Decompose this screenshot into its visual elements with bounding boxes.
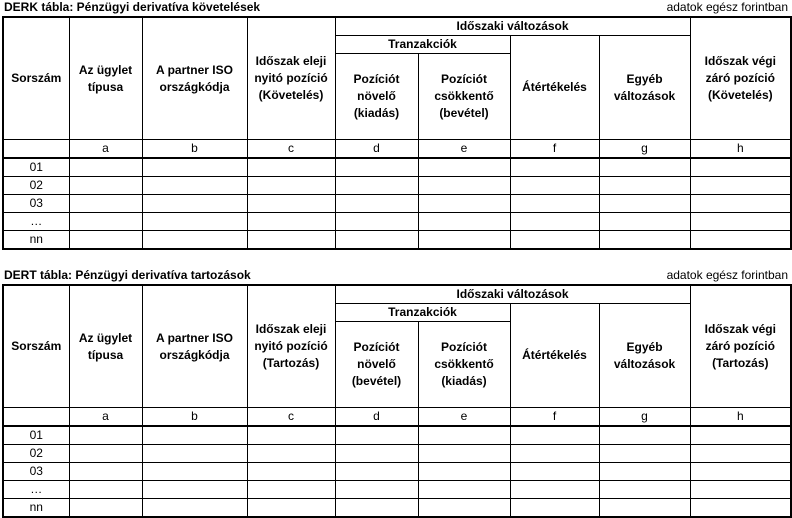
header-egyeb xyxy=(599,36,690,140)
column-letter: c xyxy=(247,140,335,159)
data-cell[interactable] xyxy=(418,195,510,213)
header-line: országkódja xyxy=(159,347,230,362)
header-line: (kiadás) xyxy=(353,106,400,120)
header-line: záró pozíció xyxy=(705,71,775,85)
data-cell[interactable] xyxy=(142,195,247,213)
data-cell[interactable] xyxy=(142,158,247,177)
header-line: Pozíciót xyxy=(353,72,400,86)
table-block xyxy=(2,268,790,518)
header-line: Pozíciót xyxy=(440,72,487,86)
header-novelo xyxy=(335,322,418,408)
data-cell[interactable] xyxy=(599,158,690,177)
data-cell[interactable] xyxy=(510,499,599,518)
column-letter: a xyxy=(69,140,142,159)
data-cell[interactable] xyxy=(690,213,791,231)
column-letter: e xyxy=(418,140,510,159)
data-cell[interactable] xyxy=(599,177,690,195)
data-cell[interactable] xyxy=(335,426,418,445)
data-cell[interactable] xyxy=(599,499,690,518)
data-cell[interactable] xyxy=(247,426,335,445)
data-cell[interactable] xyxy=(690,177,791,195)
header-nyito xyxy=(247,285,335,408)
data-cell[interactable] xyxy=(69,177,142,195)
table-block xyxy=(2,0,790,250)
data-cell[interactable] xyxy=(142,445,247,463)
header-line: (Tartozás) xyxy=(262,356,320,370)
header-line: Időszak végi xyxy=(704,322,776,336)
table-row xyxy=(3,231,791,250)
data-table xyxy=(2,16,792,250)
data-cell[interactable] xyxy=(599,426,690,445)
header-novelo xyxy=(335,54,418,140)
data-cell[interactable] xyxy=(510,463,599,481)
header-line: Pozíciót xyxy=(440,340,487,354)
header-idoszaki: Időszaki változások xyxy=(335,285,690,304)
data-cell[interactable] xyxy=(69,195,142,213)
data-cell[interactable] xyxy=(418,231,510,250)
header-line: Az ügylet xyxy=(78,62,133,77)
column-letter: g xyxy=(599,408,690,427)
table-row xyxy=(3,445,791,463)
header-zaro xyxy=(690,285,791,408)
data-cell[interactable] xyxy=(247,158,335,177)
column-letter: b xyxy=(142,408,247,427)
data-cell[interactable] xyxy=(335,231,418,250)
column-letter: f xyxy=(510,140,599,159)
data-cell[interactable] xyxy=(418,158,510,177)
data-cell[interactable] xyxy=(142,499,247,518)
letter-cell xyxy=(3,140,69,159)
header-line: (kiadás) xyxy=(441,374,487,388)
data-cell[interactable] xyxy=(418,177,510,195)
data-cell[interactable] xyxy=(335,463,418,481)
data-cell[interactable] xyxy=(335,445,418,463)
header-line: típusa xyxy=(87,79,124,94)
header-line: Időszak végi xyxy=(704,54,776,68)
data-cell[interactable] xyxy=(69,445,142,463)
header-ugylet xyxy=(69,285,142,408)
data-cell[interactable] xyxy=(510,213,599,231)
column-letter: e xyxy=(418,408,510,427)
header-line: Egyéb xyxy=(626,339,663,354)
data-cell[interactable] xyxy=(690,426,791,445)
header-idoszaki: Időszaki változások xyxy=(335,17,690,36)
header-line: Időszak eleji xyxy=(255,322,327,336)
header-line: Egyéb xyxy=(626,71,663,86)
header-nyito xyxy=(247,17,335,140)
column-letter: a xyxy=(69,408,142,427)
data-cell[interactable] xyxy=(247,463,335,481)
header-zaro xyxy=(690,17,791,140)
header-partner xyxy=(142,17,247,140)
column-letter: b xyxy=(142,140,247,159)
data-cell[interactable] xyxy=(247,177,335,195)
header-line: változások xyxy=(613,356,676,371)
header-csokkento xyxy=(418,322,510,408)
data-cell[interactable] xyxy=(142,426,247,445)
data-cell[interactable] xyxy=(599,213,690,231)
header-partner xyxy=(142,285,247,408)
column-letter: g xyxy=(599,140,690,159)
data-cell[interactable] xyxy=(599,463,690,481)
data-cell[interactable] xyxy=(690,499,791,518)
header-line: Időszak eleji xyxy=(255,54,327,68)
header-sorszam: Sorszám xyxy=(3,285,69,408)
data-cell[interactable] xyxy=(142,231,247,250)
data-cell[interactable] xyxy=(69,231,142,250)
header-line: növelő xyxy=(357,89,396,103)
header-line: nyitó pozíció xyxy=(254,71,328,85)
data-cell[interactable] xyxy=(510,177,599,195)
row-number: 01 xyxy=(3,426,69,445)
data-cell[interactable] xyxy=(69,158,142,177)
header-line: (bevétel) xyxy=(351,374,402,388)
data-cell[interactable] xyxy=(142,463,247,481)
header-line: típusa xyxy=(87,347,124,362)
header-line: csökkentő xyxy=(434,89,494,103)
header-line: Az ügylet xyxy=(78,330,133,345)
header-tranzakciok: Tranzakciók xyxy=(335,36,510,54)
row-number: 03 xyxy=(3,463,69,481)
data-cell[interactable] xyxy=(69,463,142,481)
table-title: DERT tábla: Pénzügyi derivatíva tartozások xyxy=(4,268,251,282)
column-letter: d xyxy=(335,140,418,159)
header-csokkento xyxy=(418,54,510,140)
data-cell[interactable] xyxy=(247,195,335,213)
table-row xyxy=(3,158,791,177)
column-letter: f xyxy=(510,408,599,427)
column-letter: d xyxy=(335,408,418,427)
table-caption xyxy=(2,0,790,16)
data-cell[interactable] xyxy=(510,158,599,177)
header-egyeb xyxy=(599,304,690,408)
header-line: záró pozíció xyxy=(705,339,775,353)
data-cell[interactable] xyxy=(690,463,791,481)
data-cell[interactable] xyxy=(335,499,418,518)
data-cell[interactable] xyxy=(690,231,791,250)
data-cell[interactable] xyxy=(599,445,690,463)
header-ugylet xyxy=(69,17,142,140)
data-cell[interactable] xyxy=(335,158,418,177)
header-tranzakciok: Tranzakciók xyxy=(335,304,510,322)
table-row xyxy=(3,499,791,518)
data-cell[interactable] xyxy=(335,195,418,213)
header-line: nyitó pozíció xyxy=(254,339,328,353)
header-line: (Tartozás) xyxy=(712,356,769,370)
row-number: nn xyxy=(3,499,69,518)
header-line: A partner ISO xyxy=(156,62,233,77)
row-number: 01 xyxy=(3,158,69,177)
data-cell[interactable] xyxy=(142,177,247,195)
header-atertekeles: Átértékelés xyxy=(510,36,599,140)
table-row xyxy=(3,463,791,481)
table-row xyxy=(3,213,791,231)
data-cell[interactable] xyxy=(335,213,418,231)
data-cell[interactable] xyxy=(418,213,510,231)
row-number: 03 xyxy=(3,195,69,213)
header-line: (Követelés) xyxy=(707,88,773,102)
header-atertekeles: Átértékelés xyxy=(510,304,599,408)
table-row xyxy=(3,177,791,195)
data-cell[interactable] xyxy=(510,195,599,213)
table-row xyxy=(3,195,791,213)
data-cell[interactable] xyxy=(510,426,599,445)
table-caption xyxy=(2,268,790,284)
data-cell[interactable] xyxy=(247,445,335,463)
data-cell[interactable] xyxy=(690,195,791,213)
data-cell[interactable] xyxy=(510,445,599,463)
data-cell[interactable] xyxy=(690,158,791,177)
unit-note: adatok egész forintban xyxy=(666,268,788,282)
column-letter: h xyxy=(690,140,791,159)
table-row xyxy=(3,426,791,445)
row-number: 02 xyxy=(3,177,69,195)
header-line: változások xyxy=(613,88,676,103)
header-line: országkódja xyxy=(159,79,230,94)
data-cell[interactable] xyxy=(69,499,142,518)
letter-cell xyxy=(3,408,69,427)
data-cell[interactable] xyxy=(247,499,335,518)
row-number: … xyxy=(3,481,69,499)
data-cell[interactable] xyxy=(69,213,142,231)
data-cell[interactable] xyxy=(510,231,599,250)
data-cell[interactable] xyxy=(418,445,510,463)
row-number: 02 xyxy=(3,445,69,463)
data-table xyxy=(2,284,792,518)
data-cell[interactable] xyxy=(418,426,510,445)
data-cell[interactable] xyxy=(599,195,690,213)
column-letter: c xyxy=(247,408,335,427)
row-number: nn xyxy=(3,231,69,250)
data-cell[interactable] xyxy=(247,213,335,231)
data-cell[interactable] xyxy=(142,213,247,231)
data-cell[interactable] xyxy=(418,499,510,518)
data-cell[interactable] xyxy=(69,426,142,445)
data-cell[interactable] xyxy=(247,231,335,250)
data-cell[interactable] xyxy=(690,445,791,463)
header-line: csökkentő xyxy=(434,357,494,371)
data-cell[interactable] xyxy=(335,177,418,195)
header-sorszam: Sorszám xyxy=(3,17,69,140)
header-line: (Követelés) xyxy=(258,88,324,102)
column-letter: h xyxy=(690,408,791,427)
table-title: DERK tábla: Pénzügyi derivatíva követelések xyxy=(4,0,261,14)
header-line: növelő xyxy=(357,357,396,371)
header-line: (bevétel) xyxy=(439,106,489,120)
unit-note: adatok egész forintban xyxy=(666,0,788,14)
row-number: … xyxy=(3,213,69,231)
header-line: Pozíciót xyxy=(353,340,400,354)
header-line: A partner ISO xyxy=(156,330,233,345)
data-cell[interactable] xyxy=(418,463,510,481)
data-cell[interactable] xyxy=(599,231,690,250)
